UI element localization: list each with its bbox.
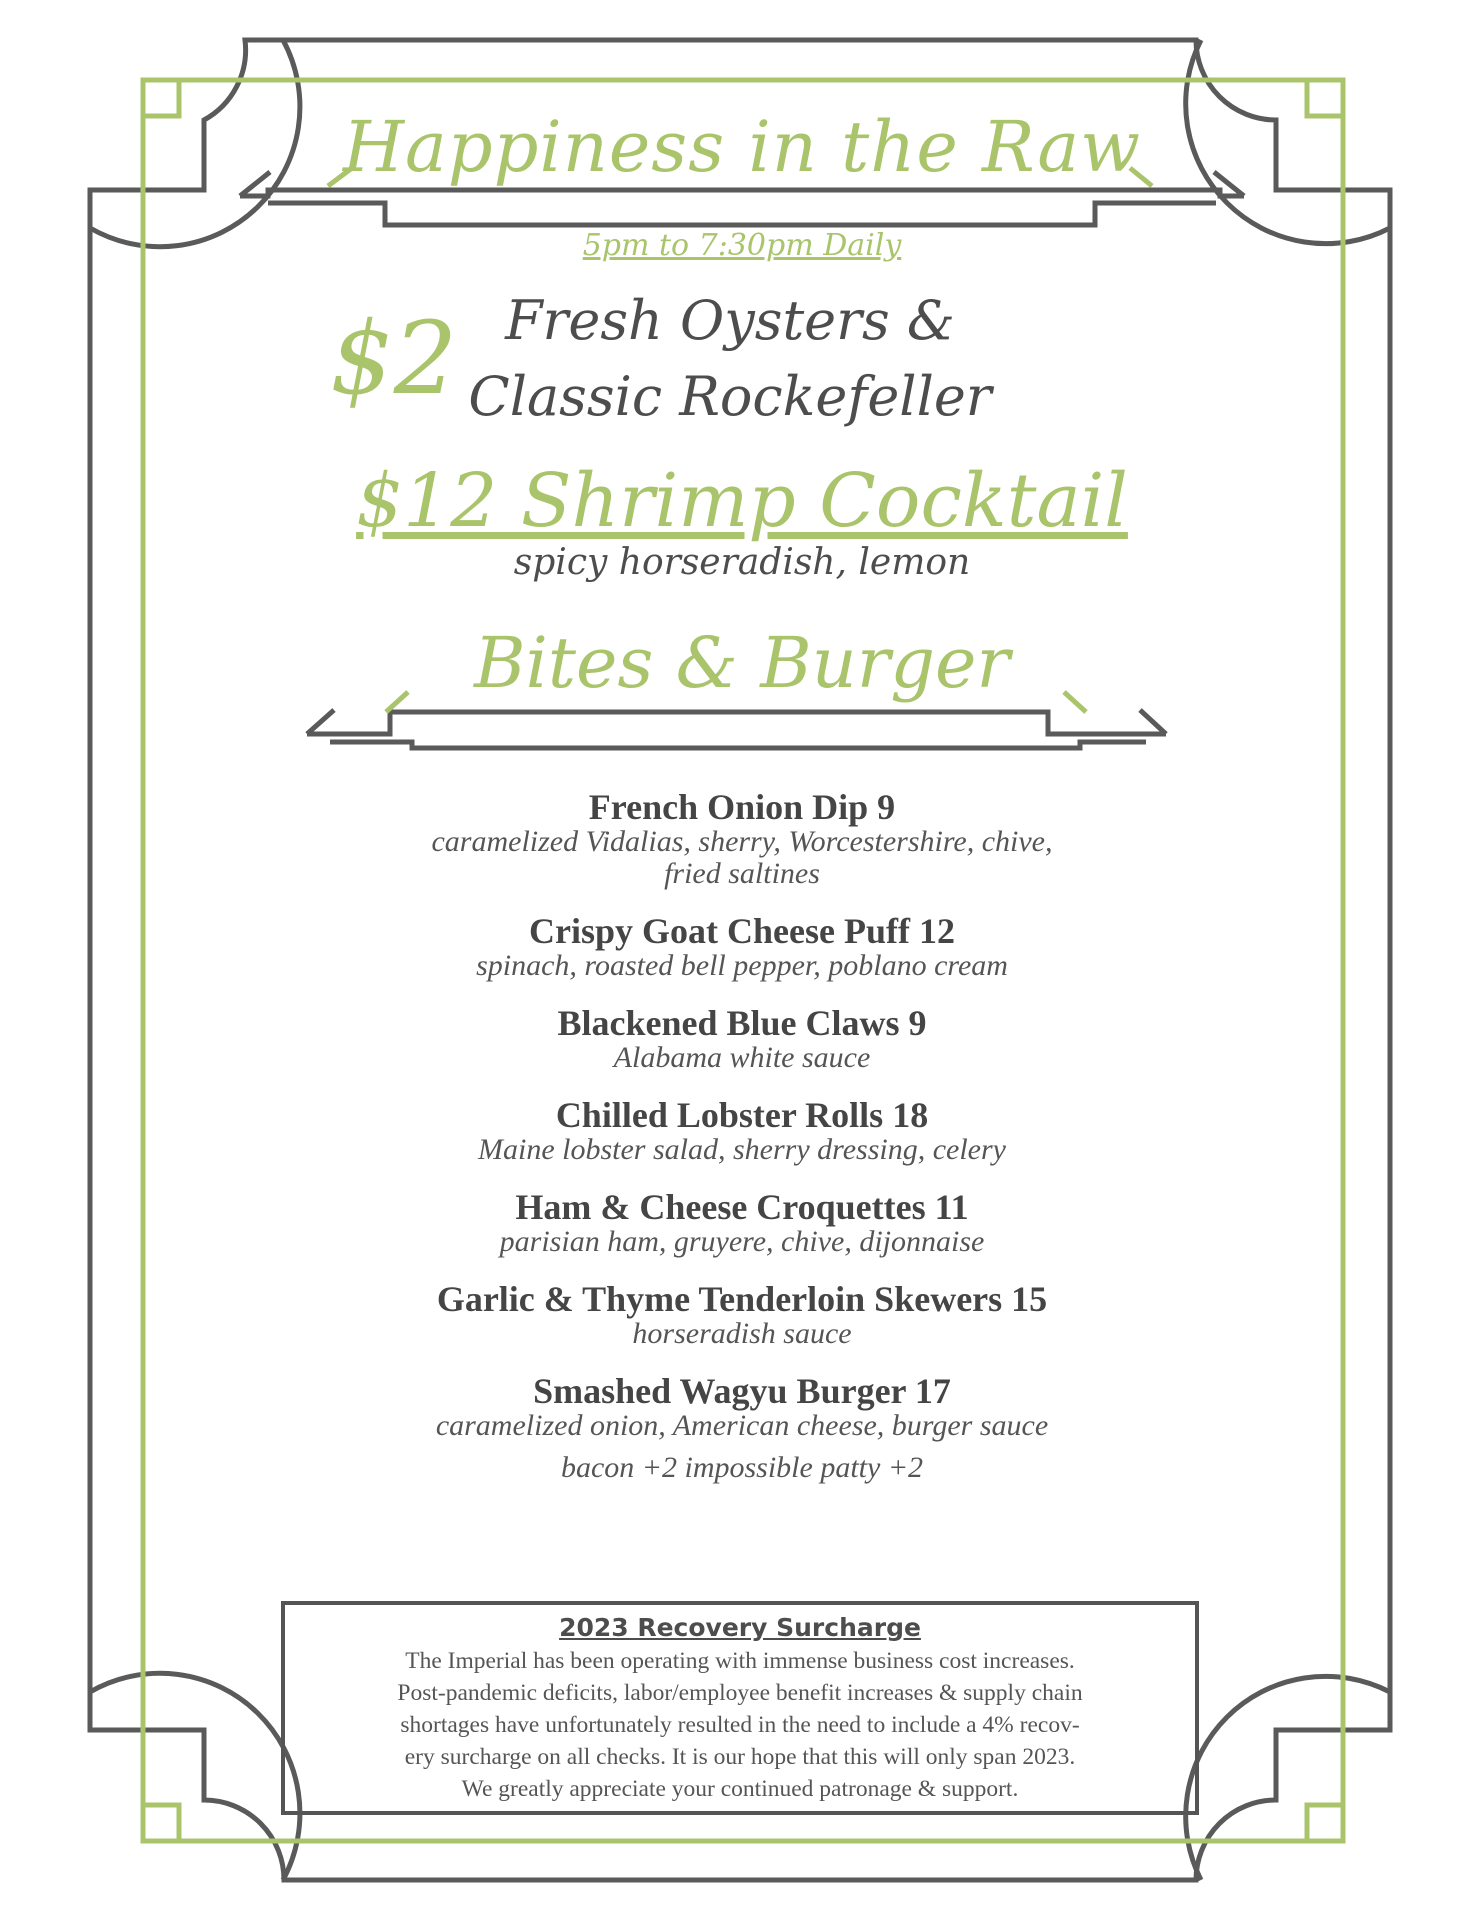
surcharge-title: 2023 Recovery Surcharge bbox=[559, 1613, 921, 1642]
surcharge-line: We greatly appreciate your continued patronage & support. bbox=[461, 1776, 1019, 1802]
menu-item-name: Chilled Lobster Rolls 18 bbox=[555, 1095, 929, 1135]
menu-item bbox=[0, 1004, 1484, 1074]
shrimp-special-title: $12 Shrimp Cocktail bbox=[356, 458, 1128, 544]
surcharge-line: shortages have unfortunately resulted in the need to include a 4% recov- bbox=[400, 1712, 1080, 1738]
menu-item bbox=[0, 788, 1484, 890]
menu-item-name: French Onion Dip 9 bbox=[588, 787, 896, 827]
menu-item-description: caramelized Vidalias, sherry, Worcestershire, chive, bbox=[431, 825, 1053, 858]
menu-item bbox=[0, 1096, 1484, 1166]
menu-item-description: Alabama white sauce bbox=[613, 1041, 871, 1074]
oyster-special-line1: Fresh Oysters & bbox=[505, 289, 955, 352]
page-title: Happiness in the Raw bbox=[343, 106, 1141, 188]
menu-item-description: Maine lobster salad, sherry dressing, celery bbox=[478, 1133, 1006, 1166]
menu-item-description: caramelized onion, American cheese, burger sauce bbox=[435, 1409, 1049, 1442]
surcharge-line: ery surcharge on all checks. It is our hope that this will only span 2023. bbox=[404, 1744, 1076, 1770]
menu-item-description: horseradish sauce bbox=[632, 1317, 852, 1350]
menu-item-name: Ham & Cheese Croquettes 11 bbox=[515, 1187, 969, 1227]
section-title: Bites & Burger bbox=[474, 622, 1010, 704]
oyster-special-line2: Classic Rockefeller bbox=[468, 365, 992, 428]
menu-item-name: Crispy Goat Cheese Puff 12 bbox=[529, 911, 955, 951]
menu-item-name: Garlic & Thyme Tenderloin Skewers 15 bbox=[436, 1279, 1048, 1319]
menu-item-description: parisian ham, gruyere, chive, dijonnaise bbox=[499, 1225, 985, 1258]
hours-subtitle: 5pm to 7:30pm Daily bbox=[582, 228, 902, 263]
menu-item-description: spinach, roasted bell pepper, poblano cream bbox=[476, 949, 1008, 982]
surcharge-line: The Imperial has been operating with immense business cost increases. bbox=[405, 1648, 1075, 1674]
menu-list bbox=[0, 788, 1484, 1506]
menu-item-name: Blackened Blue Claws 9 bbox=[557, 1003, 927, 1043]
shrimp-special-description: spicy horseradish, lemon bbox=[513, 542, 971, 583]
oyster-price: $2 bbox=[330, 300, 458, 417]
menu-item bbox=[0, 1280, 1484, 1350]
menu-item bbox=[0, 912, 1484, 982]
surcharge-body bbox=[305, 1645, 1175, 1805]
menu-item bbox=[0, 1372, 1484, 1484]
menu-item-name: Smashed Wagyu Burger 17 bbox=[533, 1371, 951, 1411]
burger-addons: bacon +2 impossible patty +2 bbox=[560, 1451, 924, 1484]
surcharge-line: Post-pandemic deficits, labor/employee benefit increases & supply chain bbox=[397, 1680, 1083, 1706]
menu-item-description: fried saltines bbox=[664, 857, 820, 890]
menu-item bbox=[0, 1188, 1484, 1258]
oyster-special-text bbox=[460, 283, 1000, 435]
surcharge-notice bbox=[281, 1601, 1199, 1815]
